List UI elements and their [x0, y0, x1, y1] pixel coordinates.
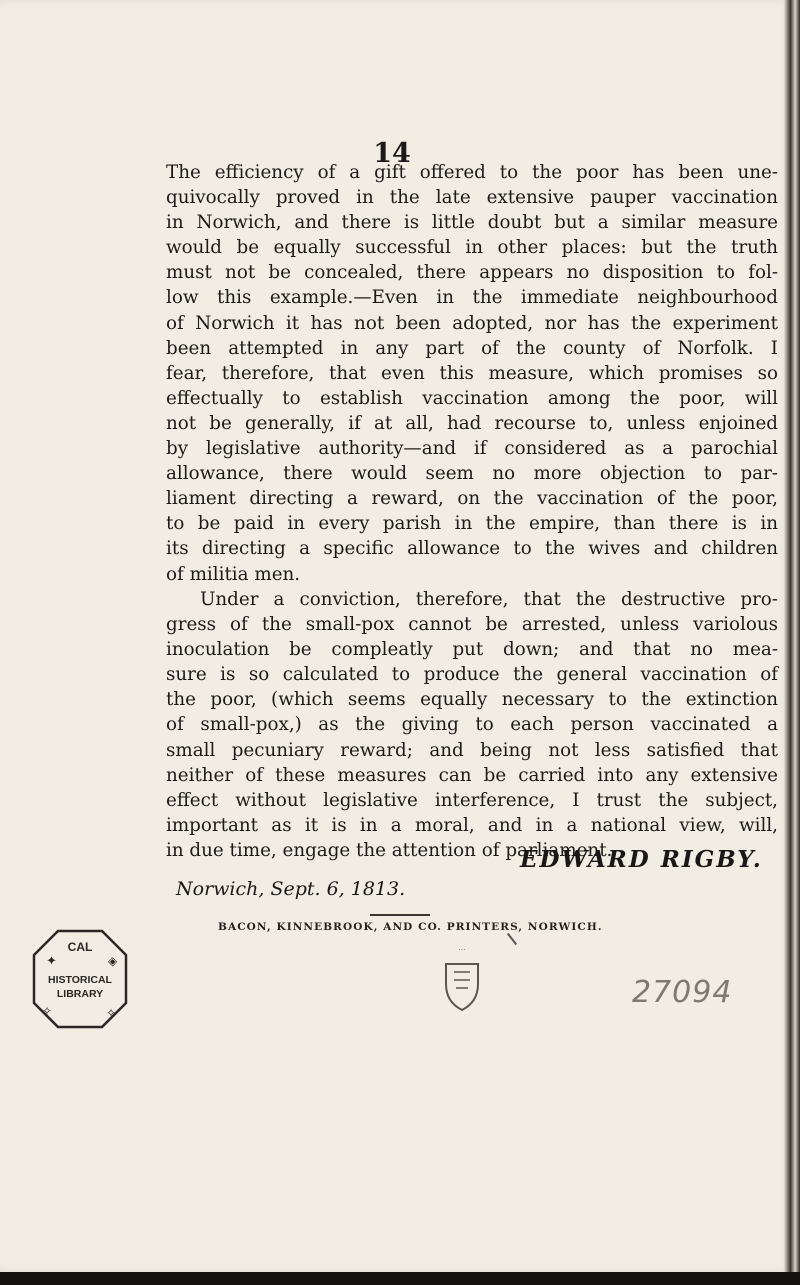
- stamp-line-2: LIBRARY: [56, 988, 104, 1000]
- text-line: inoculation be compleatly put down; and that no mea-: [166, 639, 778, 661]
- stamp-top-text: CAL: [67, 940, 93, 954]
- text-line: low this example.—Even in the immediate neighbourhood: [166, 287, 778, 309]
- library-stamp-icon: [30, 925, 130, 1033]
- dateline-date: Sept. 6, 1813.: [270, 878, 406, 900]
- text-line: sure is so calculated to produce the general vaccination of: [166, 664, 778, 686]
- shield-lines: [454, 972, 470, 988]
- paragraph-2: [166, 587, 778, 863]
- scan-bottom-edge: [0, 1272, 800, 1285]
- divider-rule: [370, 914, 430, 916]
- text-line: to be paid in every parish in the empire, than there is in: [166, 513, 778, 535]
- text-line: The efficiency of a gift offered to the poor has been une-: [166, 162, 778, 183]
- dateline: [176, 878, 405, 900]
- text-line: liament directing a reward, on the vaccination of the poor,: [166, 488, 778, 510]
- text-line: by legislative authority—and if considered as a parochial: [166, 438, 778, 460]
- text-line: quivocally proved in the late extensive pauper vaccination: [166, 187, 778, 209]
- text-line: in due time, engage the attention of parliament.: [166, 839, 613, 861]
- text-line: gress of the small-pox cannot be arrested, unless variolous: [166, 614, 778, 636]
- text-line: effect without legislative interference, I trust the subject,: [166, 789, 778, 811]
- text-line: Under a conviction, therefore, that the destructive pro-: [200, 589, 778, 610]
- book-gutter-edge: [784, 0, 800, 1285]
- text-line: small pecuniary reward; and being not less satisfied that: [166, 739, 778, 761]
- text-line: of Norwich it has not been adopted, nor has the experiment: [166, 312, 778, 334]
- text-line: important as it is in a moral, and in a national view, will,: [166, 814, 778, 836]
- text-line: not be generally, if at all, had recourse to, unless enjoined: [166, 412, 778, 434]
- shield-outline: [446, 964, 478, 1010]
- ornament-icon: ✧: [106, 1006, 117, 1020]
- text-line: of militia men.: [166, 563, 301, 585]
- author-signature: EDWARD RIGBY.: [520, 846, 763, 873]
- text-line: would be equally successful in other places: but the truth: [166, 237, 778, 259]
- text-line: its directing a specific allowance to the wives and children: [166, 538, 778, 560]
- accession-number: 27094: [632, 975, 733, 1010]
- text-line: been attempted in any part of the county of Norfolk. I: [166, 337, 778, 359]
- text-line: allowance, there would seem no more objection to par-: [166, 463, 778, 485]
- paragraph-1: [166, 160, 778, 587]
- ornament-icon: ✧: [42, 1004, 53, 1018]
- page-number: 14: [373, 138, 411, 169]
- stray-ink-mark: [507, 933, 517, 945]
- text-line: neither of these measures can be carried into any extensive: [166, 764, 778, 786]
- dateline-place: Norwich,: [176, 878, 265, 900]
- mark-text-icon: ···: [458, 945, 466, 954]
- text-line: of small-pox,) as the giving to each person vaccinated a: [166, 714, 778, 736]
- text-line: in Norwich, and there is little doubt but a similar measure: [166, 212, 778, 234]
- star-icon: ✦: [46, 954, 57, 969]
- ornament-icon: ◈: [108, 954, 118, 968]
- stamp-line-1: HISTORICAL: [48, 974, 112, 986]
- small-library-mark-icon: [432, 936, 492, 1016]
- text-line: fear, therefore, that even this measure, which promises so: [166, 362, 778, 384]
- text-line: must not be concealed, there appears no disposition to fol-: [166, 262, 778, 284]
- text-line: the poor, (which seems equally necessary to the extinction: [166, 689, 778, 711]
- text-line: effectually to establish vaccination among the poor, will: [166, 387, 778, 409]
- printer-imprint: BACON, KINNEBROOK, AND CO. PRINTERS, NORWICH.: [218, 921, 603, 933]
